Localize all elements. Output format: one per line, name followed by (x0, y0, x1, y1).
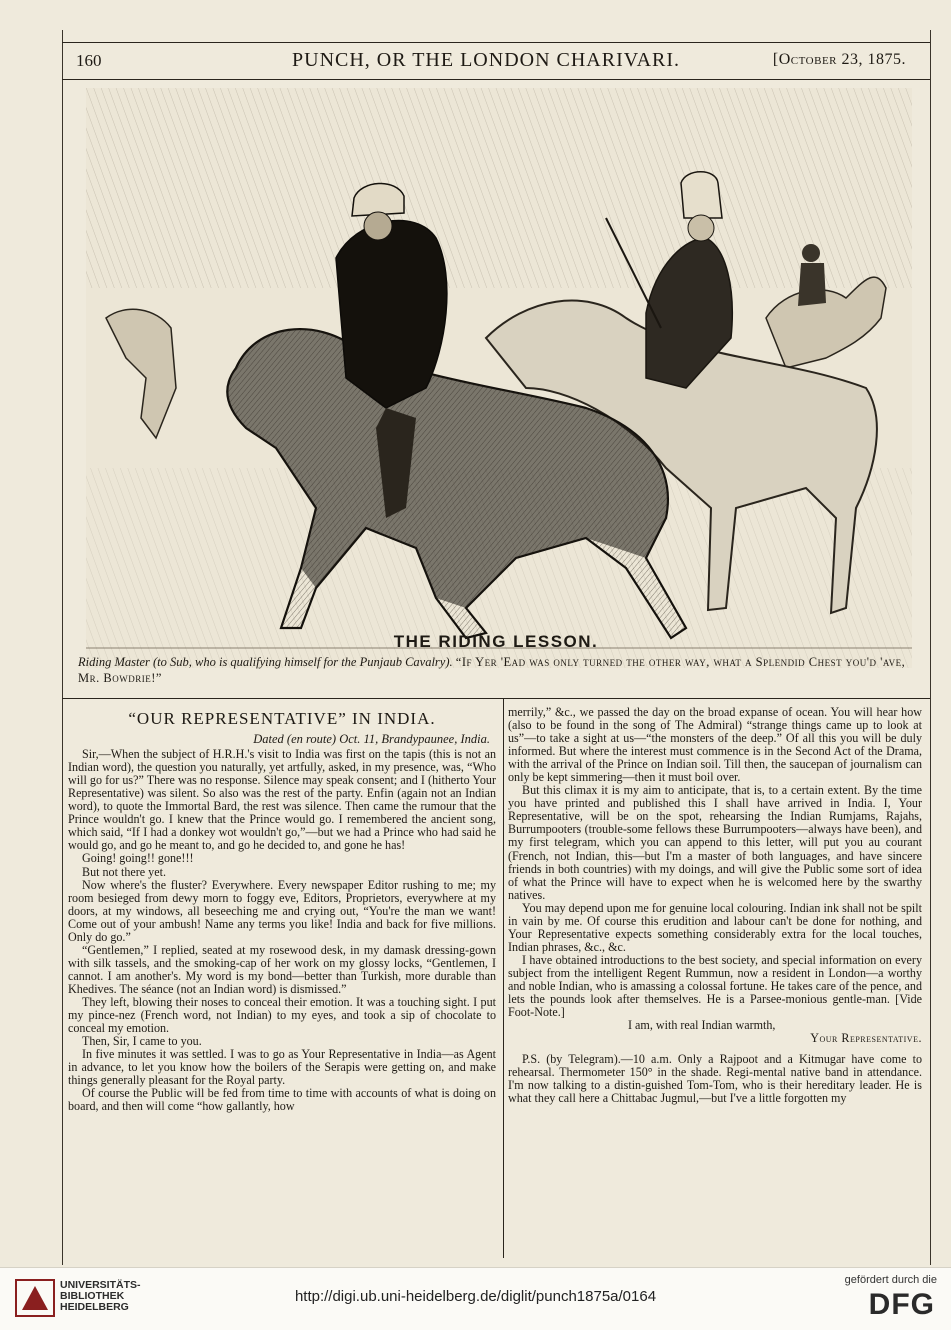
paragraph: Then, Sir, I came to you. (82, 1034, 202, 1049)
caption-speaker: Riding Master (to Sub, who is qualifying himself for the Punjaub Cavalry). (78, 655, 453, 669)
paragraph: You may depend upon me for genuine local colouring. Indian ink shall not be spilt in vain by me. Of course this erudition and labour can't be done for nothing, and Your Representative expects something considerably extra for the local touches, Indian phrases, &c., &c. (508, 900, 922, 954)
signature: Your Representative. (810, 1031, 922, 1046)
paragraph: But not there yet. (82, 864, 166, 879)
page-header (62, 42, 930, 80)
cartoon-caption (78, 654, 918, 686)
signoff: I am, with real Indian warmth, (628, 1018, 776, 1033)
page-number: 160 (76, 51, 102, 70)
digitization-footer (0, 1267, 951, 1330)
article-column-left (68, 706, 496, 1113)
masthead-title: PUNCH, OR THE LONDON CHARIVARI. (292, 49, 681, 71)
right-margin-line (930, 30, 931, 1265)
newspaper-page (62, 42, 930, 1267)
paragraph: But this climax it is my aim to anticipate, that is, to a certain extent. By the time you have printed and published this I shall have arrived in India. I, Your Representative, will be on the spot, rehearsing the Indian Rumjams, Rajahs, Burrumpooters (trouble-some fellows these Burrumpooters—always have been), and my first telegram, which you can append to this letter, will put you au courant (French, not Indian, this—but I'm a master of both languages, and have sincere friends in both countries) with my doings, and will give the Public some sort of idea of what the Prince will have to expect when he is welcomed here by the swarthy natives. (508, 783, 922, 902)
riding-lesson-illustration (86, 88, 912, 668)
caption-quote: “If Yer 'Ead was only turned the other way, what a Splendid Chest you'd 'ave, Mr. Bowdrie!” (78, 655, 906, 685)
section-rule (62, 698, 930, 699)
article-dateline: Dated (en route) Oct. 11, Brandypaunee, India. (253, 732, 490, 747)
paragraph: Going! going!! gone!!! (82, 851, 194, 866)
paragraph: “Gentlemen,” I replied, seated at my rosewood desk, in my damask dressing-gown with silk tassels, and the smoking-cap of her work on my glossy locks, “Gentlemen, I cannot. I am another's. My word is my bond—better than Turkish, more durable than Khedives. The séance (not an Indian word) is dismissed.” (68, 942, 496, 996)
source-url[interactable]: http://digi.ub.uni-heidelberg.de/diglit/punch1875a/0164 (294, 1288, 657, 1305)
article-title: “OUR REPRESENTATIVE” IN INDIA. (128, 709, 436, 728)
paragraph: Now where's the fluster? Everywhere. Every newspaper Editor rushing to me; my room besieged from dewy morn to foggy eve, Editors, Proprietors, everywhere at my doors, at my windows, all beseeching me and crying out, “You're the man we want! Come out of your ambush! Name any terms you like! India and back for five millions. Only do go.” (68, 877, 496, 944)
paragraph: In five minutes it was settled. I was to go as Your Representative in India—as Agent in advance, to let you know how the boilers of the Serapis were getting on, and make things generally pleasant for the Royal party. (68, 1047, 496, 1088)
paragraph: merrily,” &c., we passed the day on the broad expanse of ocean. You will hear how (also to be found in the song of The Admiral) “strange things came up to look at us”—to take a sight at us—“the monsters of the deep.” Of all this you will be duly informed. But where the interest must commence is in the Second Act of the Drama, with the arrival of the Prince on Indian soil. Till then, the saucepan of journalism can only be kept simmering—then it must boil over. (508, 705, 922, 785)
article-column-right (508, 706, 922, 1105)
paragraph: They left, blowing their noses to conceal their emotion. It was a touching sight. I put my pince-nez (French word, not Indian) to my eyes, and took a sip of chocolate to conceal my emotion. (68, 994, 496, 1036)
postscript: P.S. (by Telegram).—10 a.m. Only a Rajpoot and a Kitmugar have come to rehearsal. Thermometer 150° in the shade. Regi-mental native band in attendance. I'm now talking to a distin-guished Tom-Tom, who is their hereditary leader. He is what they call here a Chittabac Jugmul,—but I've a little forgotten my (508, 1052, 922, 1106)
university-name: UNIVERSITÄTS- BIBLIOTHEK HEIDELBERG (60, 1279, 141, 1313)
issue-date: [October 23, 1875. (772, 51, 906, 68)
paragraph: I have obtained introductions to the best society, and special information on every subject from the intelligent Regent Rummun, now a resident in London—a worthy and noble Indian, who is amassing a colossal fortune. He takes care of the pence, and lets the pounds look after themselves. He is a Parsee-monious gentle-man. [Vide Foot-Note.] (508, 952, 922, 1020)
paragraph: Sir,—When the subject of H.R.H.'s visit to India was first on the tapis (this is not an Indian word), the question you naturally, yet artfully, asked, in my presence, was, “Who will go for us?” There was no response. Silence may speak consent; and I (hitherto Your Representative) was silent. So also was the rest of the party. Enfin (again not an Indian word), to quote the Immortal Bard, the rest was silence. Then came the rumour that the Prince wouldn't go. I knew that the Prince would go. I remembered the ancient song, which said, “If I had a donkey wot wouldn't go,”—but we had a Prince who had said he would go, and go he meant to, and go he decided to, and gone he has! (68, 747, 496, 853)
cartoon-title: THE RIDING LESSON. (393, 632, 599, 651)
funder-label: gefördert durch die (844, 1274, 937, 1286)
paragraph: Of course the Public will be fed from time to time with accounts of what is doing on board, and then will come “how gallantly, how (68, 1086, 496, 1114)
dfg-logo: DFG (868, 1288, 935, 1321)
column-divider (503, 698, 504, 1258)
